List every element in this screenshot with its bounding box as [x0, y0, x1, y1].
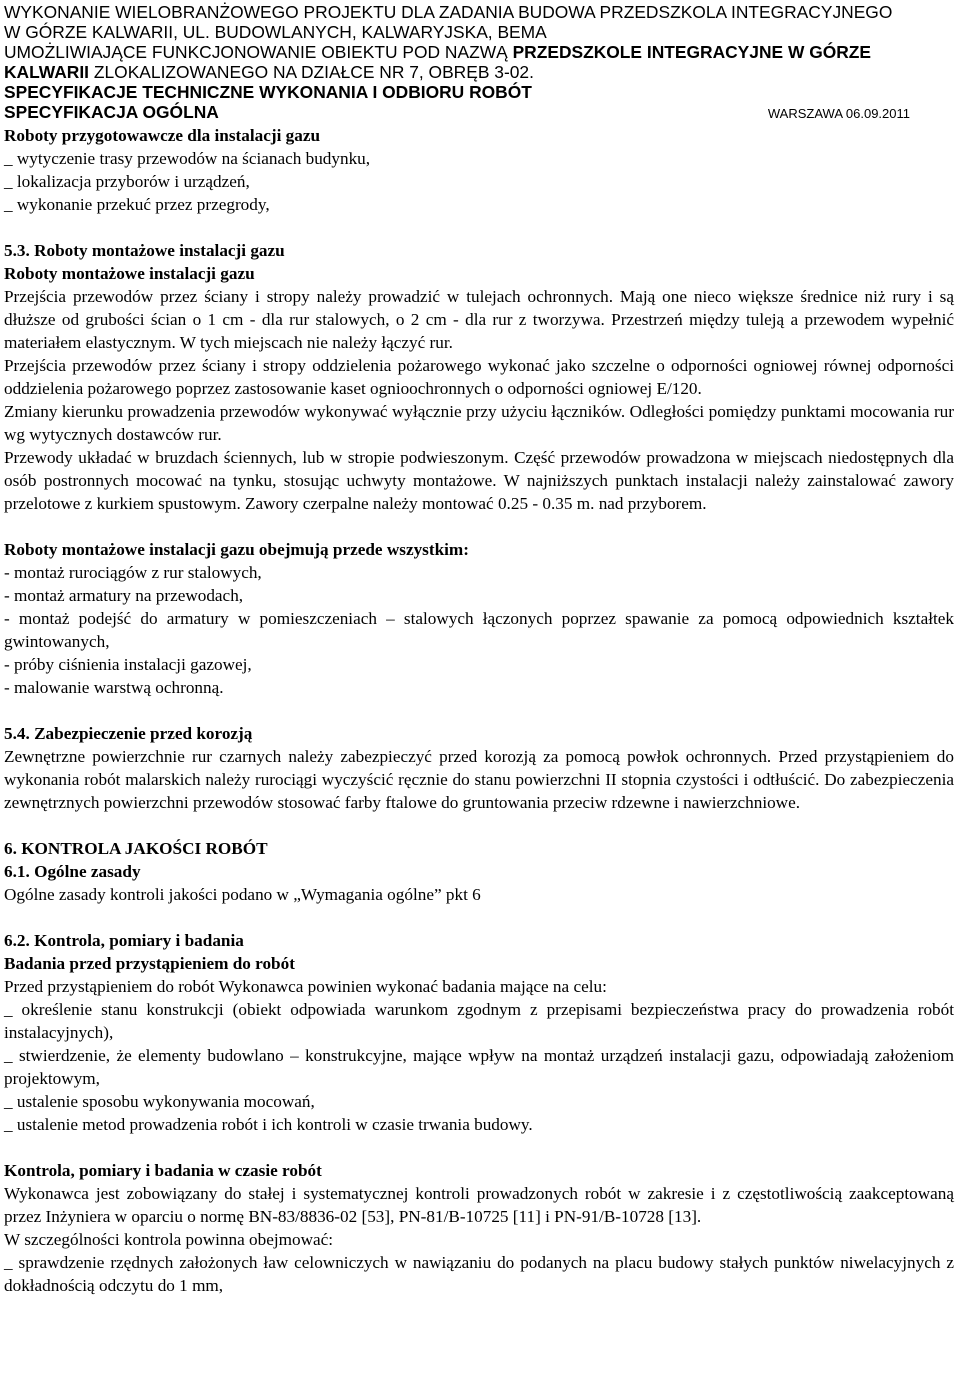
spacer: [4, 515, 954, 538]
list-item: - próby ciśnienia instalacji gazowej,: [4, 655, 252, 674]
header-line-4-regular: ZLOKALIZOWANEGO NA DZIAŁCE NR 7, OBRĘB 3-02.: [93, 62, 534, 82]
list-item: - malowanie warstwą ochronną.: [4, 678, 224, 697]
header-line-4-bold: KALWARII: [4, 62, 90, 82]
paragraph: Zmiany kierunku prowadzenia przewodów wykonywać wyłącznie przy użyciu łączników. Odległości pomiędzy punktami mocowania rur wg wytycznych dostawców rur.: [4, 402, 954, 444]
list-item: _ określenie stanu konstrukcji (obiekt odpowiada warunkom zgodnym z przepisami bezpieczeństwa pracy do prowadzenia robót instalacyjnych),: [4, 1000, 954, 1042]
list-item: _ sprawdzenie rzędnych założonych ław celowniczych w nawiązaniu do podanych na placu budowy stałych punktów niwelacyjnych z dokładnością odczytu do 1 mm,: [4, 1253, 954, 1295]
section-6-heading: 6. KONTROLA JAKOŚCI ROBÓT: [4, 839, 268, 858]
document-header: [4, 2, 954, 124]
paragraph: Przed przystąpieniem do robót Wykonawca powinien wykonać badania mające na celu:: [4, 977, 607, 996]
paragraph: Przewody układać w bruzdach ściennych, lub w stropie podwieszonym. Część przewodów prowadzona w miejscach niedostępnych dla osób postronnych mocować na tynku, stosując uchwyty montażowe. W najniższych punktach instalacji należy zainstalować zawory przelotowe z kurkiem spustowym. Zawory czerpalne należy montować 0.25 - 0.35 m. nad przyborem.: [4, 448, 954, 513]
document-date: WARSZAWA 06.09.2011: [767, 106, 910, 121]
header-line-2: W GÓRZE KALWARII, UL. BUDOWLANYCH, KALWARYJSKA, BEMA: [4, 22, 547, 42]
spacer: [4, 216, 954, 239]
paragraph: Ogólne zasady kontroli jakości podano w „Wymagania ogólne” pkt 6: [4, 885, 481, 904]
document-body: [4, 124, 954, 1297]
paragraph: Zewnętrzne powierzchnie rur czarnych należy zabezpieczyć przed korozją za pomocą powłok ochronnych. Przed przystąpieniem do wykonania robót malarskich należy rurociągi wyczyścić ręcznie do stanu powierzchni II stopnia czystości i odtłuścić. Do zabezpieczenia zewnętrznych powierzchni przewodów stosować farby ftalowe do gruntowania przeciw rdzewne i nawierzchniowe.: [4, 747, 954, 812]
section-6-1-heading: 6.1. Ogólne zasady: [4, 862, 141, 881]
list-item: _ stwierdzenie, że elementy budowlano – konstrukcyjne, mające wpływ na montaż urządzeń instalacji gazu, odpowiadają założeniom projektowym,: [4, 1046, 954, 1088]
list-item: - montaż podejść do armatury w pomieszczeniach – stalowych łączonych poprzez spawanie za pomocą odpowiednich kształtek gwintowanych,: [4, 609, 954, 651]
paragraph: W szczególności kontrola powinna obejmować:: [4, 1230, 334, 1249]
subsection-heading: Badania przed przystąpieniem do robót: [4, 954, 295, 973]
spacer: [4, 1136, 954, 1159]
header-line-6: [4, 102, 954, 124]
paragraph: Przejścia przewodów przez ściany i stropy oddzielenia pożarowego wykonać jako szczelne o odporności ogniowej równej odporności oddzielenia pożarowego poprzez zastosowanie kaset ognioochronnych o odporności ogniowej E/120.: [4, 356, 954, 398]
section-5-4-heading: 5.4. Zabezpieczenie przed korozją: [4, 724, 253, 743]
list-item: _ ustalenie sposobu wykonywania mocowań,: [4, 1092, 315, 1111]
list-item: _ ustalenie metod prowadzenia robót i ich kontroli w czasie trwania budowy.: [4, 1115, 533, 1134]
header-line-3-regular: UMOŻLIWIAJĄCE FUNKCJONOWANIE OBIEKTU POD NAZWĄ: [4, 42, 508, 62]
section-5-3-subheading: Roboty montażowe instalacji gazu: [4, 264, 255, 283]
paragraph: Przejścia przewodów przez ściany i stropy należy prowadzić w tulejach ochronnych. Mają one nieco większe średnice niż rury i są dłuższe od grubości ścian o 1 cm - dla rur stalowych, o 2 cm - dla rur z tworzywa. Przestrzeń między tuleją a przewodem wypełnić materiałem elastycznym. W tych miejscach nie należy łączyć rur.: [4, 287, 954, 352]
list-item: _ wytyczenie trasy przewodów na ścianach budynku,: [4, 149, 371, 168]
header-line-3-bold: PRZEDSZKOLE INTEGRACYJNE W GÓRZE: [512, 42, 872, 62]
list-item: _ wykonanie przekuć przez przegrody,: [4, 195, 270, 214]
spacer: [4, 814, 954, 837]
prep-title: Roboty przygotowawcze dla instalacji gazu: [4, 126, 321, 145]
list-title: Roboty montażowe instalacji gazu obejmują przede wszystkim:: [4, 540, 469, 559]
header-line-4: [4, 62, 954, 82]
spec-title: SPECYFIKACJA OGÓLNA: [4, 102, 219, 122]
header-line-1: WYKONANIE WIELOBRANŻOWEGO PROJEKTU DLA ZADANIA BUDOWA PRZEDSZKOLA INTEGRACYJNEGO: [4, 2, 893, 22]
spacer: [4, 699, 954, 722]
list-item: - montaż armatury na przewodach,: [4, 586, 244, 605]
header-line-5: SPECYFIKACJE TECHNICZNE WYKONANIA I ODBIORU ROBÓT: [4, 82, 532, 102]
section-5-3-heading: 5.3. Roboty montażowe instalacji gazu: [4, 241, 285, 260]
list-item: _ lokalizacja przyborów i urządzeń,: [4, 172, 250, 191]
paragraph: Wykonawca jest zobowiązany do stałej i systematycznej kontroli prowadzonych robót w zakresie i z częstotliwością zaakceptowaną przez Inżyniera w oparciu o normę BN-83/8836-02 [53], PN-81/B-10725 [11] i PN-91/B-10728 [13].: [4, 1184, 954, 1226]
list-item: - montaż rurociągów z rur stalowych,: [4, 563, 262, 582]
spacer: [4, 906, 954, 929]
subsection-heading: Kontrola, pomiary i badania w czasie robót: [4, 1161, 322, 1180]
header-line-3: [4, 42, 954, 62]
section-6-2-heading: 6.2. Kontrola, pomiary i badania: [4, 931, 244, 950]
